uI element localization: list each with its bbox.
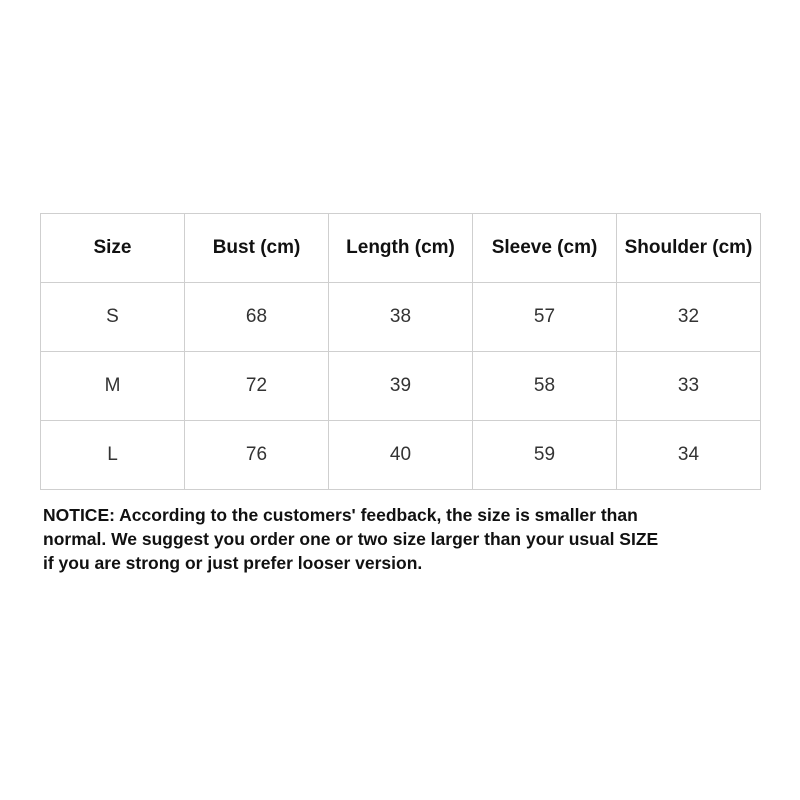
cell-size: S	[41, 283, 185, 352]
cell-length: 38	[329, 283, 473, 352]
header-length: Length (cm)	[329, 214, 473, 283]
table-row	[41, 352, 761, 421]
table-row	[41, 421, 761, 490]
header-sleeve: Sleeve (cm)	[473, 214, 617, 283]
cell-sleeve: 57	[473, 283, 617, 352]
cell-shoulder: 32	[617, 283, 761, 352]
cell-shoulder: 34	[617, 421, 761, 490]
cell-bust: 68	[185, 283, 329, 352]
cell-shoulder: 33	[617, 352, 761, 421]
cell-bust: 76	[185, 421, 329, 490]
header-shoulder: Shoulder (cm)	[617, 214, 761, 283]
cell-length: 39	[329, 352, 473, 421]
cell-size: L	[41, 421, 185, 490]
table-header-row	[41, 214, 761, 283]
cell-bust: 72	[185, 352, 329, 421]
cell-length: 40	[329, 421, 473, 490]
cell-sleeve: 58	[473, 352, 617, 421]
size-notice: NOTICE: According to the customers' feedback, the size is smaller than normal. We suggest you order one or two size larger than your usual SIZE if you are strong or just prefer looser version.	[43, 505, 659, 573]
header-bust: Bust (cm)	[185, 214, 329, 283]
table-row	[41, 283, 761, 352]
cell-sleeve: 59	[473, 421, 617, 490]
cell-size: M	[41, 352, 185, 421]
header-size: Size	[41, 214, 185, 283]
size-chart-table	[40, 213, 761, 490]
